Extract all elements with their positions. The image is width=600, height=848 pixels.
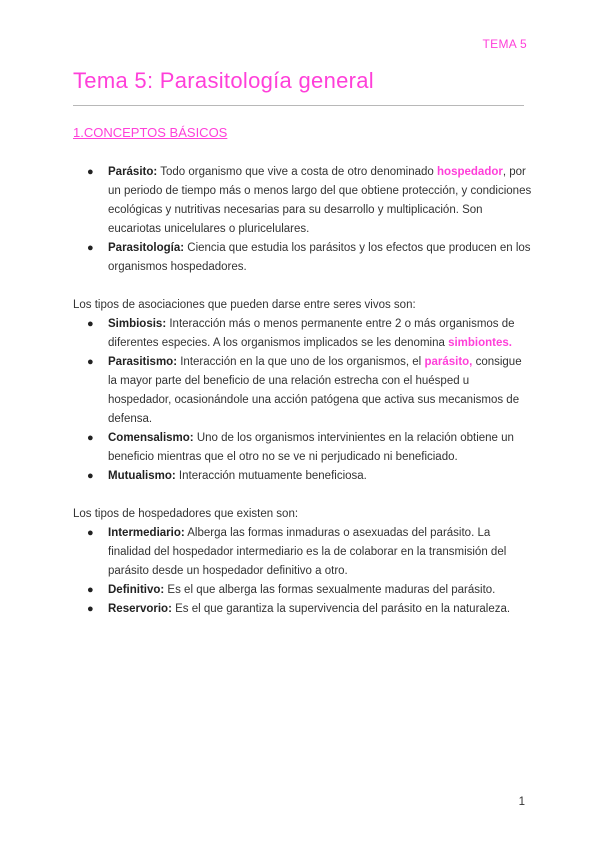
definition-text: Interacción mutuamente beneficiosa. bbox=[175, 470, 367, 482]
bullet-icon: ● bbox=[87, 356, 94, 368]
section-heading: 1.CONCEPTOS BÁSICOS bbox=[73, 125, 228, 140]
definition-text: Interacción más o menos permanente entre 2 o más organismos de diferentes especies. A los organismos implicados se les denomina bbox=[108, 318, 515, 349]
term-label: Definitivo: bbox=[108, 584, 165, 596]
term-label: Reservorio: bbox=[108, 603, 172, 615]
definition-text: Ciencia que estudia los parásitos y los efectos que producen en los organismos hospedadores. bbox=[108, 242, 531, 273]
bullet-icon: ● bbox=[87, 584, 94, 596]
concepts-list bbox=[73, 163, 533, 277]
page-title: Tema 5: Parasitología general bbox=[73, 68, 374, 93]
list-item bbox=[73, 353, 533, 429]
highlighted-term: parásito, bbox=[424, 356, 473, 368]
term-label: Parasitismo: bbox=[108, 356, 178, 368]
bullet-icon: ● bbox=[87, 527, 94, 539]
definition-text: Es el que alberga las formas sexualmente maduras del parásito. bbox=[164, 584, 496, 596]
page-number: 1 bbox=[518, 796, 525, 808]
term-label: Parasitología: bbox=[108, 242, 185, 254]
definition-text: Uno de los organismos intervinientes en la relación obtiene un beneficio mientras que el otro no se ve ni perjudicado ni beneficiado. bbox=[108, 432, 514, 463]
list-item bbox=[73, 467, 533, 486]
definition-text: Interacción en la que uno de los organismos, el bbox=[177, 356, 425, 368]
definition-text: Alberga las formas inmaduras o asexuadas del parásito. La finalidad del hospedador intermediario es la de colaborar en la transmisión del parásito desde un hospedador definitivo a otro. bbox=[108, 527, 507, 577]
document-body bbox=[73, 163, 533, 619]
bullet-icon: ● bbox=[87, 166, 94, 178]
definition-text: , por un periodo de tiempo más o menos largo del que obtiene protección, y condiciones ecológicas y nutritivas necesarias para su desarrollo y multiplicación. Son eucariotas unicelulares o pluricelulares. bbox=[108, 166, 532, 235]
term-label: Mutualismo: bbox=[108, 470, 176, 482]
list-item bbox=[73, 429, 533, 467]
term-label: Intermediario: bbox=[108, 527, 185, 539]
hosts-list bbox=[73, 524, 533, 619]
definition-text: consigue la mayor parte del beneficio de una relación estrecha con el huésped u hospedador, ocasionándole una acción patógena que activa sus mecanismos de defensa. bbox=[108, 356, 522, 425]
list-item bbox=[73, 315, 533, 353]
header-topic-tag: TEMA 5 bbox=[482, 37, 527, 51]
bullet-icon: ● bbox=[87, 470, 94, 482]
bullet-icon: ● bbox=[87, 603, 94, 615]
term-label: Parásito: bbox=[108, 166, 158, 178]
spacer bbox=[73, 277, 533, 296]
list-item bbox=[73, 581, 533, 600]
hosts-intro: Los tipos de hospedadores que existen son: bbox=[73, 508, 299, 520]
highlighted-term: simbiontes. bbox=[448, 337, 512, 349]
bullet-icon: ● bbox=[87, 242, 94, 254]
definition-text: Es el que garantiza la supervivencia del parásito en la naturaleza. bbox=[171, 603, 511, 615]
highlighted-term: hospedador bbox=[437, 166, 503, 178]
spacer bbox=[73, 486, 533, 505]
list-item bbox=[73, 600, 533, 619]
bullet-icon: ● bbox=[87, 432, 94, 444]
associations-list bbox=[73, 315, 533, 486]
definition-text: Todo organismo que vive a costa de otro denominado bbox=[157, 166, 438, 178]
term-label: Simbiosis: bbox=[108, 318, 167, 330]
list-item bbox=[73, 524, 533, 581]
associations-intro: Los tipos de asociaciones que pueden darse entre seres vivos son: bbox=[73, 299, 416, 311]
term-label: Comensalismo: bbox=[108, 432, 194, 444]
title-divider bbox=[73, 105, 524, 106]
bullet-icon: ● bbox=[87, 318, 94, 330]
list-item bbox=[73, 239, 533, 277]
list-item bbox=[73, 163, 533, 239]
